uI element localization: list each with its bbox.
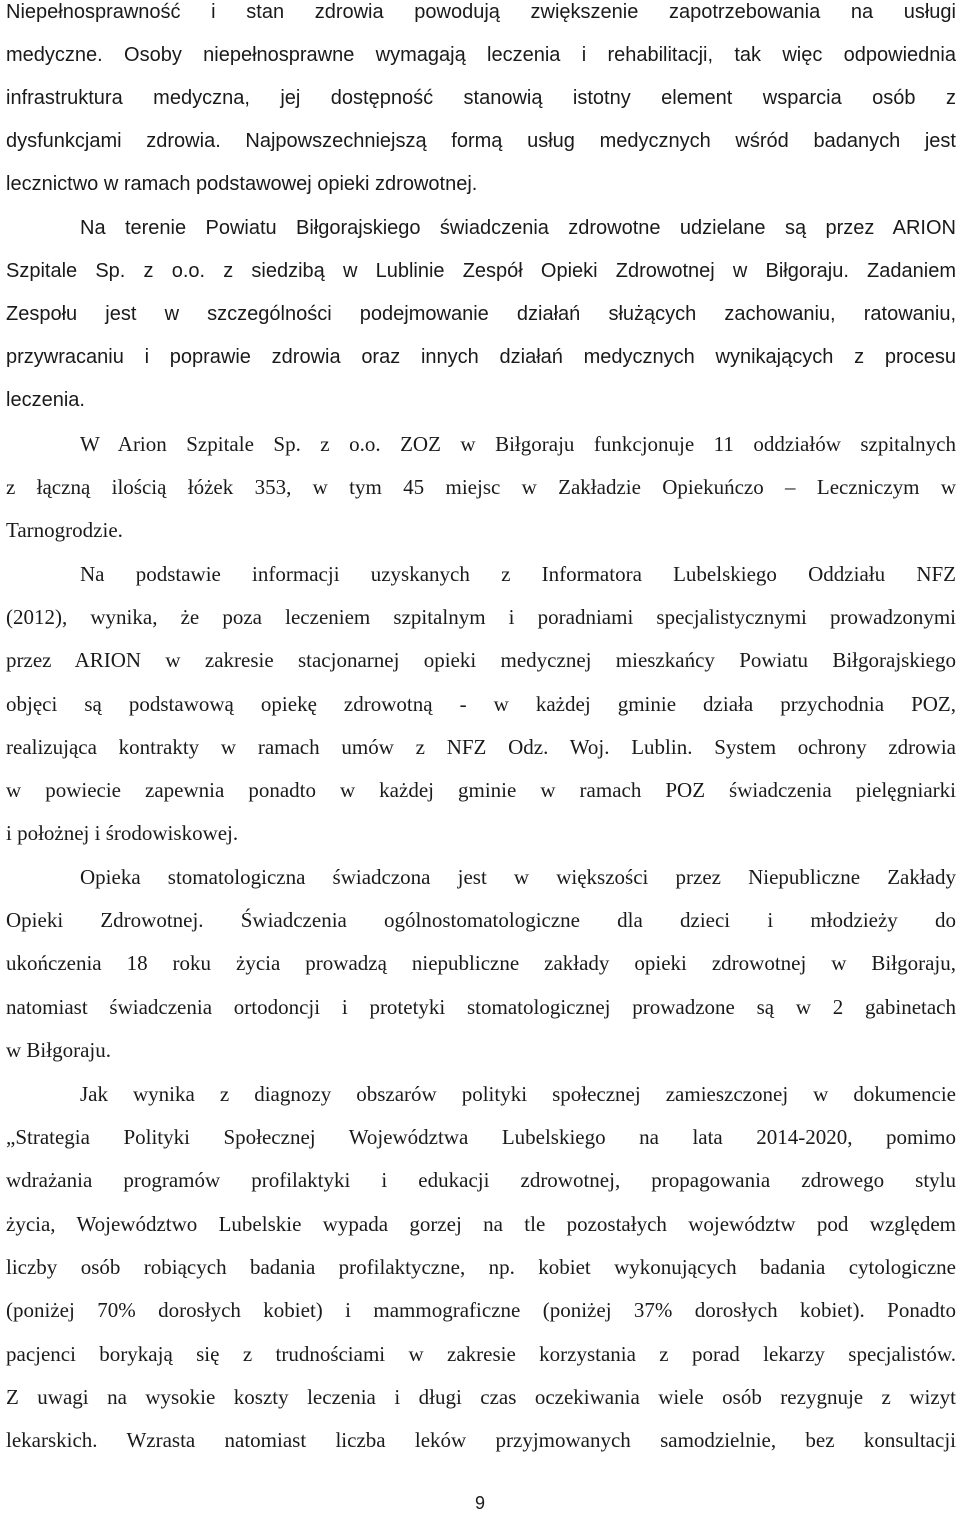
text-line: lecznictwo w ramach podstawowej opieki zdrowotnej. [6, 173, 478, 195]
text-line: pacjenci borykają się z trudnościami w zakresie korzystania z porad lekarzy specjalistów. [6, 1342, 956, 1366]
text-line: medyczne. Osoby niepełnosprawne wymagają leczenia i rehabilitacji, tak więc odpowiednia [6, 44, 956, 66]
text-line: wdrażania programów profilaktyki i edukacji zdrowotnej, propagowania zdrowego stylu [6, 1168, 956, 1192]
text-line: przez ARION w zakresie stacjonarnej opieki medycznej mieszkańcy Powiatu Biłgorajskiego [6, 648, 956, 672]
page-number: 9 [474, 1493, 485, 1513]
text-line: (poniżej 70% dorosłych kobiet) i mammograficzne (poniżej 37% dorosłych kobiet). Ponadto [6, 1298, 956, 1322]
text-line: życia, Województwo Lubelskie wypada gorzej na tle pozostałych województw pod względem [6, 1212, 956, 1236]
text-line: W Arion Szpitale Sp. z o.o. ZOZ w Biłgoraju funkcjonuje 11 oddziałów szpitalnych [80, 432, 956, 456]
text-line: liczby osób robiących badania profilaktyczne, np. kobiet wykonujących badania cytologiczne [6, 1255, 956, 1279]
text-line: Zespołu jest w szczególności podejmowanie działań służących zachowaniu, ratowaniu, [6, 303, 956, 325]
text-line: Niepełnosprawność i stan zdrowia powodują zwiększenie zapotrzebowania na usługi [6, 1, 956, 23]
text-line: dysfunkcjami zdrowia. Najpowszechniejszą formą usług medycznych wśród badanych jest [6, 130, 956, 152]
text-line: Opieki Zdrowotnej. Świadczenia ogólnostomatologiczne dla dzieci i młodzieży do [6, 908, 956, 932]
text-line: Tarnogrodzie. [6, 518, 123, 542]
text-line: Na podstawie informacji uzyskanych z Informatora Lubelskiego Oddziału NFZ [80, 562, 956, 586]
text-line: lekarskich. Wzrasta natomiast liczba leków przyjmowanych samodzielnie, bez konsultacji [6, 1428, 956, 1452]
text-line: w powiecie zapewnia ponadto w każdej gminie w ramach POZ świadczenia pielęgniarki [6, 778, 956, 802]
text-line: (2012), wynika, że poza leczeniem szpitalnym i poradniami specjalistycznymi prowadzonymi [6, 605, 956, 629]
text-line: realizująca kontrakty w ramach umów z NFZ Odz. Woj. Lublin. System ochrony zdrowia [6, 735, 956, 759]
text-line: z łączną ilością łóżek 353, w tym 45 miejsc w Zakładzie Opiekuńczo – Leczniczym w [6, 475, 956, 499]
text-line: Szpitale Sp. z o.o. z siedzibą w Lublinie Zespół Opieki Zdrowotnej w Biłgoraju. Zadaniem [6, 260, 956, 282]
text-line: natomiast świadczenia ortodoncji i protetyki stomatologicznej prowadzone są w 2 gabinetach [6, 995, 956, 1019]
text-line: Z uwagi na wysokie koszty leczenia i długi czas oczekiwania wiele osób rezygnuje z wizyt [6, 1385, 956, 1409]
text-line: w Biłgoraju. [6, 1038, 111, 1062]
text-line: „Strategia Polityki Społecznej Województwa Lubelskiego na lata 2014-2020, pomimo [6, 1125, 956, 1149]
text-line: przywracaniu i poprawie zdrowia oraz innych działań medycznych wynikających z procesu [6, 346, 956, 368]
text-line: Jak wynika z diagnozy obszarów polityki społecznej zamieszczonej w dokumencie [80, 1082, 956, 1106]
text-line: i położnej i środowiskowej. [6, 821, 239, 845]
text-line: Na terenie Powiatu Biłgorajskiego świadczenia zdrowotne udzielane są przez ARION [80, 217, 956, 239]
text-line: objęci są podstawową opiekę zdrowotną - w każdej gminie działa przychodnia POZ, [6, 692, 956, 716]
text-line: Opieka stomatologiczna świadczona jest w większości przez Niepubliczne Zakłady [80, 865, 956, 889]
text-line: ukończenia 18 roku życia prowadzą niepubliczne zakłady opieki zdrowotnej w Biłgoraju, [6, 951, 956, 975]
text-line: leczenia. [6, 389, 85, 411]
text-line: infrastruktura medyczna, jej dostępność stanowią istotny element wsparcia osób z [6, 87, 956, 109]
